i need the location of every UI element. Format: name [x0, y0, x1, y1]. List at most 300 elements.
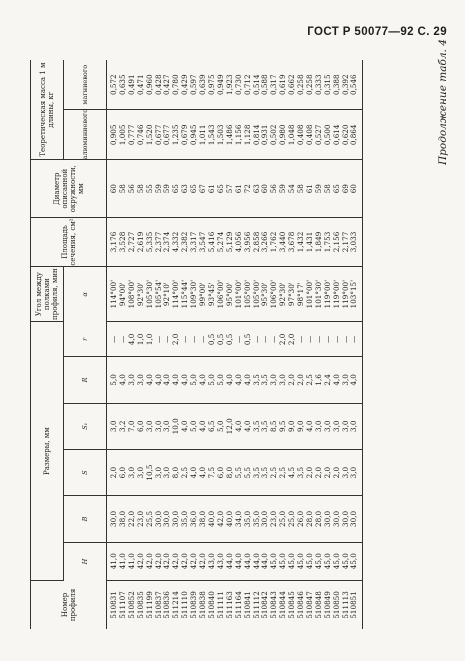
cell-s: 2,0 — [333, 449, 342, 495]
cell-r: 3,0 — [128, 357, 137, 403]
cell-s: 4,0 — [199, 449, 208, 495]
cell-mg: 0,317 — [270, 60, 279, 110]
cell-no: 511163 — [224, 591, 234, 619]
cell-r: — — [253, 322, 262, 357]
cell-area: 3,317 — [190, 218, 199, 267]
table-row — [288, 60, 297, 629]
cell-area: 5,335 — [146, 218, 155, 267]
table-row — [181, 60, 190, 629]
cell-mg: 0,639 — [199, 60, 208, 110]
cell-no: 511199 — [144, 591, 154, 619]
cell-h: 45,0 — [350, 542, 362, 580]
cell-r: 4,0 — [350, 357, 362, 403]
cell-area: 2,374 — [163, 218, 172, 267]
cell-mg: 0,471 — [137, 60, 146, 110]
cell-r: 4,0 — [119, 357, 128, 403]
cell-no: 511111 — [215, 591, 225, 619]
cell-no: 510850 — [331, 591, 341, 619]
cell-angle: 99°00' — [199, 266, 208, 322]
cell-mg: 0,258 — [306, 60, 315, 110]
cell-s1: 5,0 — [217, 403, 226, 449]
cell-mg: 0,427 — [163, 60, 172, 110]
cell-no: 510851 — [350, 580, 362, 629]
cell-b: 25,0 — [279, 496, 288, 542]
cell-d: 58 — [324, 160, 333, 218]
cell-b: 25,5 — [146, 496, 155, 542]
cell-b: 30,0 — [107, 496, 119, 542]
cell-mg: 0,428 — [155, 60, 164, 110]
cell-r: 0,5 — [208, 322, 217, 357]
cell-no: 511110 — [180, 591, 190, 619]
cell-s: 2,0 — [315, 449, 324, 495]
cell-no: 511107 — [117, 591, 127, 619]
cell-s: 4,0 — [190, 449, 199, 495]
cell-s1: 3,0 — [315, 403, 324, 449]
cell-no: 510842 — [260, 591, 270, 619]
table-row — [324, 60, 333, 629]
cell-no: 511112 — [251, 591, 261, 619]
cell-angle: 95°00' — [226, 266, 235, 322]
header-angle-index: α — [64, 266, 107, 322]
table-row — [253, 60, 262, 629]
table-row — [315, 60, 324, 629]
cell-h: 42,0 — [181, 542, 190, 580]
cell-s1: 8,5 — [270, 403, 279, 449]
cell-r: 2,0 — [172, 322, 181, 357]
cell-s1: 3,0 — [342, 403, 351, 449]
cell-s1: 3,5 — [253, 403, 262, 449]
cell-r: 3,0 — [342, 357, 351, 403]
cell-s: 5,5 — [244, 449, 253, 495]
cell-r: — — [181, 322, 190, 357]
cell-s: 3,5 — [297, 449, 306, 495]
cell-no: 510849 — [322, 591, 332, 619]
cell-d: 65 — [172, 160, 181, 218]
cell-s1: 4,0 — [199, 403, 208, 449]
cell-b: 35,0 — [181, 496, 190, 542]
cell-b: 23,0 — [137, 496, 146, 542]
cell-r: 2,0 — [288, 322, 297, 357]
cell-d: 60 — [107, 160, 119, 218]
cell-r: — — [306, 322, 315, 357]
cell-r: — — [350, 322, 362, 357]
cell-no: 511113 — [340, 591, 350, 619]
cell-s1: 3,0 — [163, 403, 172, 449]
cell-mg: 0,514 — [253, 60, 262, 110]
cell-b: 30,0 — [324, 496, 333, 542]
cell-area: 3,033 — [350, 218, 362, 267]
cell-h: 45,0 — [279, 542, 288, 580]
cell-s1: 4,0 — [244, 403, 253, 449]
cell-s1: 3,0 — [155, 403, 164, 449]
cell-h: 42,0 — [190, 542, 199, 580]
cell-no: 510848 — [313, 591, 323, 619]
cell-b: 42,0 — [217, 496, 226, 542]
cell-mg: 0,712 — [244, 60, 253, 110]
cell-r: 5,0 — [190, 357, 199, 403]
cell-d: 63 — [253, 160, 262, 218]
cell-area: 2,177 — [342, 218, 351, 267]
header-mass-mg: магниевого — [64, 60, 107, 110]
cell-al: 1,503 — [217, 110, 226, 160]
cell-mg: 0,333 — [315, 60, 324, 110]
cell-s: 3,0 — [350, 449, 362, 495]
cell-mg: 0,388 — [333, 60, 342, 110]
cell-al: 1,543 — [208, 110, 217, 160]
cell-area: 3,678 — [288, 218, 297, 267]
cell-mg: 0,662 — [288, 60, 297, 110]
cell-no: 510837 — [153, 591, 163, 619]
cell-h: 44,0 — [261, 542, 270, 580]
cell-b: 30,0 — [155, 496, 164, 542]
cell-r: 4,0 — [199, 357, 208, 403]
cell-area: 1,432 — [297, 218, 306, 267]
cell-b: 22,0 — [128, 496, 137, 542]
cell-d: 55 — [146, 160, 155, 218]
cell-area: 4,332 — [172, 218, 181, 267]
cell-mg: 0,949 — [217, 60, 226, 110]
cell-d: 56 — [128, 160, 137, 218]
cell-al: 0,408 — [306, 110, 315, 160]
cell-r: 5,0 — [217, 357, 226, 403]
cell-r: 0,5 — [226, 322, 235, 357]
cell-angle: 92°30' — [137, 266, 146, 322]
cell-r: — — [342, 322, 351, 357]
cell-r: 3,0 — [270, 357, 279, 403]
table-row — [226, 60, 235, 629]
cell-al: 1,520 — [146, 110, 155, 160]
cell-b: 30,0 — [172, 496, 181, 542]
cell-s1: 9,5 — [279, 403, 288, 449]
table-row — [261, 60, 270, 629]
cell-mg: 0,392 — [342, 60, 351, 110]
cell-angle: 114°00' — [172, 266, 181, 322]
cell-s: 5,5 — [235, 449, 244, 495]
cell-area: 1,762 — [270, 218, 279, 267]
cell-area: 2,382 — [181, 218, 190, 267]
cell-s1: 4,0 — [235, 403, 244, 449]
cell-h: 45,0 — [306, 542, 315, 580]
table-row — [107, 60, 119, 629]
cell-r: — — [235, 322, 244, 357]
cell-area: 3,547 — [199, 218, 208, 267]
cell-d: 60 — [261, 160, 270, 218]
cell-angle: 115°44' — [181, 266, 190, 322]
cell-al: 0,620 — [342, 110, 351, 160]
header-angle: Угол между полками профиля, мин — [31, 266, 64, 322]
profiles-table — [30, 60, 363, 629]
cell-r: 4,0 — [226, 357, 235, 403]
cell-angle: 95°30' — [261, 266, 270, 322]
cell-mg: 0,491 — [128, 60, 137, 110]
cell-angle: 98°17' — [297, 266, 306, 322]
cell-s: 3,0 — [342, 449, 351, 495]
header-s: S — [64, 449, 107, 495]
cell-d: 57 — [226, 160, 235, 218]
cell-angle: 105°00' — [253, 266, 262, 322]
cell-angle: 94°00' — [119, 266, 128, 322]
cell-mg: 0,546 — [350, 60, 362, 110]
cell-al: 0,814 — [253, 110, 262, 160]
table-row — [306, 60, 315, 629]
cell-d: 58 — [297, 160, 306, 218]
cell-r: 4,0 — [235, 357, 244, 403]
cell-angle: 109°30' — [190, 266, 199, 322]
cell-b: 40,0 — [208, 496, 217, 542]
cell-d: 61 — [208, 160, 217, 218]
cell-h: 42,0 — [146, 542, 155, 580]
cell-d: 72 — [244, 160, 253, 218]
cell-al: 1,156 — [235, 110, 244, 160]
table-row — [244, 60, 253, 629]
cell-r: 0,5 — [217, 322, 226, 357]
cell-s1: 3,5 — [261, 403, 270, 449]
cell-s1: 9,0 — [297, 403, 306, 449]
cell-h: 42,0 — [163, 542, 172, 580]
header-profile-no: Номер профиля — [31, 580, 107, 629]
cell-r: — — [190, 322, 199, 357]
cell-h: 45,0 — [342, 542, 351, 580]
cell-b: 28,0 — [306, 496, 315, 542]
cell-r: 2,0 — [297, 357, 306, 403]
cell-s1: 3,0 — [146, 403, 155, 449]
cell-r: 3,0 — [279, 357, 288, 403]
cell-s1: 5,0 — [190, 403, 199, 449]
cell-d: 69 — [342, 160, 351, 218]
cell-mg: 0,315 — [324, 60, 333, 110]
cell-area: 3,528 — [119, 218, 128, 267]
cell-b: 36,0 — [190, 496, 199, 542]
table-row — [146, 60, 155, 629]
cell-h: 41,0 — [119, 542, 128, 580]
cell-al: 0,777 — [128, 110, 137, 160]
cell-b: 38,0 — [199, 496, 208, 542]
cell-angle: 119°00' — [342, 266, 351, 322]
cell-b: 30,0 — [342, 496, 351, 542]
cell-h: 42,0 — [199, 542, 208, 580]
cell-h: 45,0 — [297, 542, 306, 580]
cell-s: 2,5 — [181, 449, 190, 495]
cell-no: 510838 — [198, 591, 208, 619]
cell-no: 510835 — [135, 591, 145, 619]
cell-s1: 3,0 — [324, 403, 333, 449]
cell-al: 0,408 — [297, 110, 306, 160]
cell-b: 30,0 — [163, 496, 172, 542]
cell-r: 2,0 — [288, 357, 297, 403]
cell-b: 30,0 — [261, 496, 270, 542]
table-row — [333, 60, 342, 629]
cell-s: 8,0 — [172, 449, 181, 495]
header-h: H — [64, 542, 107, 580]
cell-mg: 0,588 — [261, 60, 270, 110]
cell-h: 42,0 — [172, 542, 181, 580]
cell-h: 42,0 — [137, 542, 146, 580]
header-r-small: r — [64, 322, 107, 357]
cell-mg: 0,258 — [297, 60, 306, 110]
cell-r: 3,0 — [137, 357, 146, 403]
cell-al: 0,931 — [261, 110, 270, 160]
cell-no: 510852 — [126, 591, 136, 619]
cell-mg: 0,975 — [208, 60, 217, 110]
cell-d: 59 — [279, 160, 288, 218]
cell-d: 67 — [199, 160, 208, 218]
cell-r: 4,0 — [244, 357, 253, 403]
cell-s: 2,5 — [270, 449, 279, 495]
cell-no: 511214 — [171, 591, 181, 619]
cell-mg: 0,780 — [172, 60, 181, 110]
header-r-big: R — [64, 357, 107, 403]
cell-al: 0,945 — [190, 110, 199, 160]
header-dimensions: Размеры, мм — [31, 322, 64, 580]
cell-h: 45,0 — [270, 542, 279, 580]
cell-angle: 108°00' — [128, 266, 137, 322]
cell-b: 34,0 — [235, 496, 244, 542]
cell-d: 60 — [350, 160, 362, 218]
cell-r: 4,0 — [128, 322, 137, 357]
cell-h: 45,0 — [324, 542, 333, 580]
table-body — [107, 60, 363, 629]
cell-area: 5,274 — [217, 218, 226, 267]
cell-no: 510845 — [287, 591, 297, 619]
cell-d: 65 — [333, 160, 342, 218]
cell-angle: 92°10' — [163, 266, 172, 322]
cell-r: 4,0 — [163, 357, 172, 403]
header-s1: S₁ — [64, 403, 107, 449]
cell-d: 65 — [190, 160, 199, 218]
cell-d: 56 — [270, 160, 279, 218]
table-row — [350, 60, 362, 629]
cell-h: 44,0 — [226, 542, 235, 580]
cell-r: 4,0 — [172, 357, 181, 403]
cell-area: 1,849 — [315, 218, 324, 267]
cell-h: 45,0 — [315, 542, 324, 580]
cell-s1: 10,0 — [172, 403, 181, 449]
cell-s: 7,5 — [208, 449, 217, 495]
cell-mg: 0,730 — [235, 60, 244, 110]
cell-area: 2,727 — [128, 218, 137, 267]
cell-angle: 114°00' — [107, 266, 119, 322]
cell-angle: 103°15' — [350, 266, 362, 322]
cell-area: 2,619 — [137, 218, 146, 267]
header-area: Площадь сечения, см² — [31, 218, 107, 267]
cell-al: 0,500 — [324, 110, 333, 160]
cell-s1: 3,0 — [107, 403, 119, 449]
cell-s: 6,0 — [119, 449, 128, 495]
cell-al: 0,905 — [107, 110, 119, 160]
cell-al: 1,048 — [288, 110, 297, 160]
cell-d: 54 — [288, 160, 297, 218]
cell-r: 5,0 — [107, 357, 119, 403]
cell-r: — — [163, 322, 172, 357]
table-row — [155, 60, 164, 629]
cell-s: 3,0 — [137, 449, 146, 495]
cell-r: 1,6 — [315, 357, 324, 403]
cell-b: 25,0 — [288, 496, 297, 542]
cell-angle: 101°30' — [315, 266, 324, 322]
cell-b: 30,0 — [350, 496, 362, 542]
cell-no: 511164 — [233, 591, 243, 619]
cell-al: 0,864 — [350, 110, 362, 160]
cell-d: 61 — [235, 160, 244, 218]
cell-s: 10,5 — [146, 449, 155, 495]
cell-area: 1,431 — [306, 218, 315, 267]
cell-r: 4,0 — [155, 357, 164, 403]
table-row — [172, 60, 181, 629]
cell-r: 1,0 — [146, 322, 155, 357]
cell-mg: 0,572 — [107, 60, 119, 110]
cell-s: 4,5 — [288, 449, 297, 495]
cell-s: 2,0 — [107, 449, 119, 495]
cell-no: 510843 — [269, 591, 279, 619]
table-row — [190, 60, 199, 629]
cell-angle: 97°30' — [288, 266, 297, 322]
header-b: B — [64, 496, 107, 542]
cell-angle: 105°54' — [155, 266, 164, 322]
cell-al: 0,527 — [315, 110, 324, 160]
cell-mg: 0,597 — [190, 60, 199, 110]
cell-d: 58 — [137, 160, 146, 218]
cell-al: 0,677 — [155, 110, 164, 160]
cell-al: 0,502 — [270, 110, 279, 160]
cell-d: 63 — [181, 160, 190, 218]
cell-area: 2,858 — [253, 218, 262, 267]
cell-b: 38,0 — [119, 496, 128, 542]
cell-d: 58 — [119, 160, 128, 218]
cell-r: — — [333, 322, 342, 357]
cell-area: 3,440 — [279, 218, 288, 267]
cell-d: 59 — [155, 160, 164, 218]
rotated-table-container — [30, 60, 435, 629]
cell-s: 3,0 — [128, 449, 137, 495]
cell-al: 1,486 — [226, 110, 235, 160]
cell-b: 26,0 — [297, 496, 306, 542]
cell-angle: 106°00' — [217, 266, 226, 322]
cell-b: 35,0 — [244, 496, 253, 542]
cell-angle: 105°00' — [244, 266, 253, 322]
cell-area: 5,129 — [226, 218, 235, 267]
cell-r: — — [199, 322, 208, 357]
cell-r: 2,5 — [306, 357, 315, 403]
cell-s: 2,5 — [279, 449, 288, 495]
cell-r: — — [107, 322, 119, 357]
cell-d: 59 — [163, 160, 172, 218]
cell-s1: 3,2 — [119, 403, 128, 449]
cell-r: — — [324, 322, 333, 357]
cell-mg: 0,960 — [146, 60, 155, 110]
cell-area: 5,416 — [208, 218, 217, 267]
cell-al: 1,128 — [244, 110, 253, 160]
cell-r: — — [119, 322, 128, 357]
cell-d: 65 — [217, 160, 226, 218]
cell-r: — — [270, 322, 279, 357]
cell-area: 1,753 — [324, 218, 333, 267]
cell-s1: 4,0 — [306, 403, 315, 449]
cell-h: 44,0 — [253, 542, 262, 580]
cell-h: 41,0 — [128, 542, 137, 580]
cell-d: 59 — [315, 160, 324, 218]
cell-r: — — [315, 322, 324, 357]
cell-r: 4,0 — [333, 357, 342, 403]
cell-r: 0,5 — [244, 322, 253, 357]
cell-al: 0,746 — [137, 110, 146, 160]
cell-h: 45,0 — [333, 542, 342, 580]
cell-no: 510836 — [162, 591, 172, 619]
cell-b: 23,0 — [270, 496, 279, 542]
cell-al: 0,677 — [163, 110, 172, 160]
cell-no: 510847 — [304, 591, 314, 619]
cell-s1: 3,0 — [350, 403, 362, 449]
cell-s: 3,5 — [253, 449, 262, 495]
